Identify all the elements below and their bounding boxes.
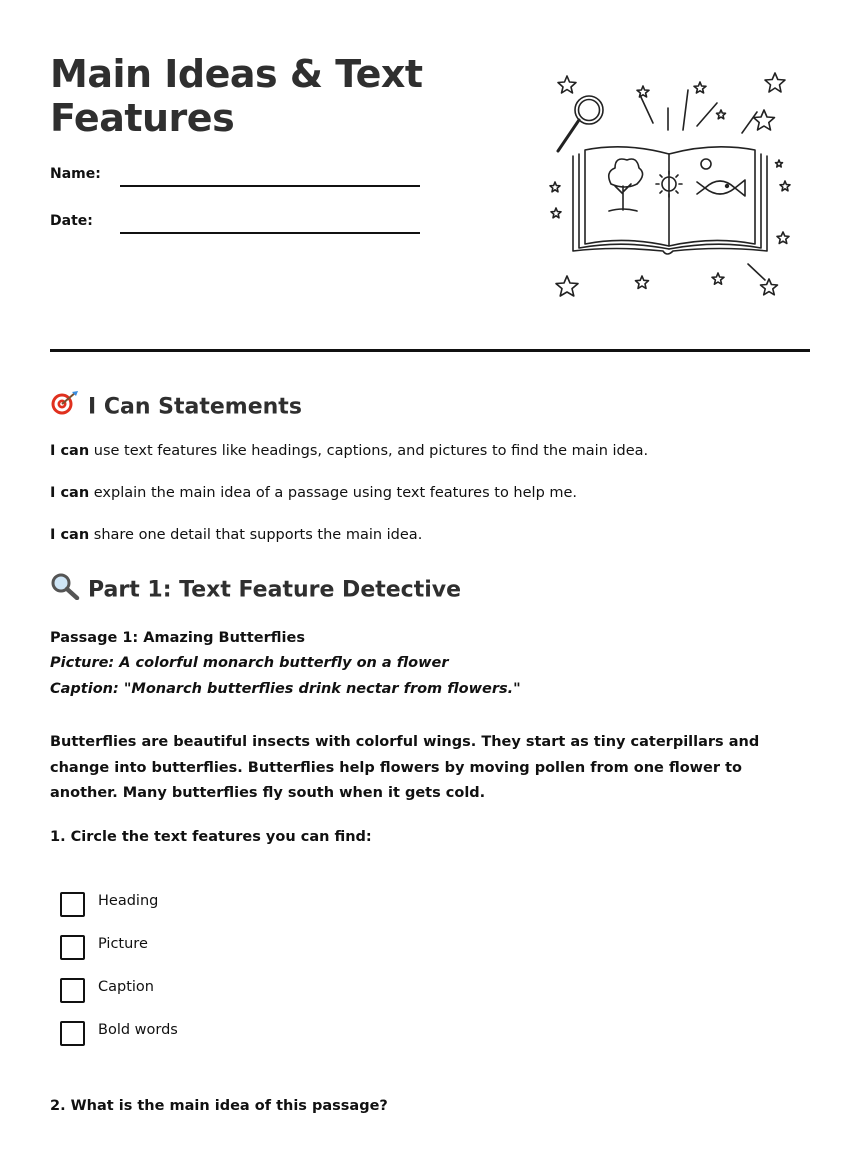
i-can-heading: [50, 390, 302, 425]
can-statement-3: I can share one detail that supports the main idea.: [50, 527, 423, 543]
page-title: Main Ideas & Text Features: [50, 52, 423, 140]
option-label: Heading: [98, 893, 159, 909]
name-label: Name:: [50, 166, 101, 182]
date-line[interactable]: [120, 232, 420, 234]
caption-line: Caption: "Monarch butterflies drink nectar from flowers.": [50, 681, 521, 697]
question-1: 1. Circle the text features you can find:: [50, 829, 372, 845]
date-field: [50, 213, 430, 237]
passage-title: Passage 1: Amazing Butterflies: [50, 630, 305, 646]
part1-heading-text: Part 1: Text Feature Detective: [88, 577, 462, 603]
name-field: [50, 166, 430, 190]
picture-line: Picture: A colorful monarch butterfly on a flower: [50, 655, 449, 671]
header-divider: [50, 349, 810, 352]
option-label: Picture: [98, 936, 148, 952]
i-can-heading-text: I Can Statements: [88, 394, 302, 420]
checkbox[interactable]: [60, 935, 85, 960]
checkbox[interactable]: [60, 892, 85, 917]
passage-text: Butterflies are beautiful insects with colorful wings. They start as tiny caterpillars and change into butterflies. Butterflies help flowers by moving pollen from one flower to another. Many butterflies fly south when it gets cold.: [50, 734, 760, 801]
date-label: Date:: [50, 213, 93, 229]
option-label: Caption: [98, 979, 154, 995]
part1-heading: [50, 572, 461, 609]
can-statement-2: I can explain the main idea of a passage using text features to help me.: [50, 485, 578, 501]
book-illustration-icon: [545, 68, 795, 308]
question-2: 2. What is the main idea of this passage?: [50, 1098, 388, 1114]
checkbox[interactable]: [60, 978, 85, 1003]
target-icon: [50, 390, 80, 425]
checkbox[interactable]: [60, 1021, 85, 1046]
magnifying-glass-icon: [50, 572, 80, 609]
can-statement-1: I can use text features like headings, captions, and pictures to find the main idea.: [50, 443, 649, 459]
name-line[interactable]: [120, 185, 420, 187]
option-label: Bold words: [98, 1022, 178, 1038]
